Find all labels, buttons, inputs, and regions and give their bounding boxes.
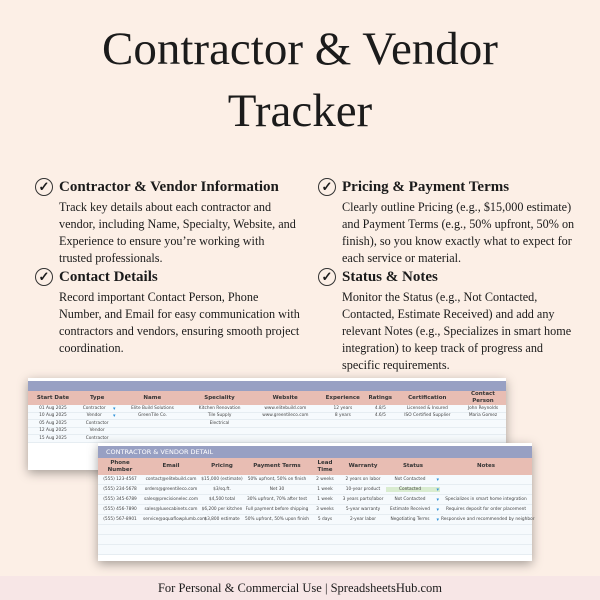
column-header: Contact Person — [470, 391, 495, 404]
table-row — [98, 495, 532, 505]
table-cell[interactable]: 8 years — [334, 413, 351, 419]
table-row — [28, 435, 506, 443]
column-header: Start Date — [36, 394, 70, 401]
table-row — [98, 525, 532, 535]
feature-heading: Pricing & Payment Terms — [342, 178, 510, 195]
column-header: Email — [162, 463, 180, 470]
column-header: Lead Time — [317, 459, 333, 473]
table-cell[interactable]: Kitchen Renovation — [198, 405, 241, 411]
table-row — [98, 515, 535, 525]
table-row — [28, 428, 506, 436]
feature-pricing — [318, 178, 583, 267]
table-cell[interactable]: sales@precisionelec.com — [143, 496, 198, 502]
table-cell[interactable]: 15 Aug 2025 — [39, 435, 67, 441]
table-cell[interactable]: Contractor — [85, 435, 109, 441]
feature-heading: Status & Notes — [342, 268, 438, 285]
table-cell[interactable]: 5 days — [317, 516, 333, 522]
sheet-band — [28, 381, 506, 391]
table-cell[interactable]: John Reynolds — [467, 405, 499, 411]
table-cell[interactable]: Full payment before shipping — [245, 506, 309, 512]
table-cell[interactable]: 30% upfront, 70% after test — [246, 496, 308, 502]
feature-text: Monitor the Status (e.g., Not Contacted, Contacted, Estimate Received) and add any relevant Notes (e.g., Specializes in smart home integration) to keep track of progress and specific requirements. — [342, 290, 572, 372]
table-cell[interactable]: $6,200 per kitchen — [201, 506, 243, 512]
footer: For Personal & Commercial Use | SpreadsheetsHub.com — [0, 576, 600, 600]
dropdown-icon[interactable]: ▾ — [113, 413, 116, 420]
column-header: Status — [402, 463, 424, 470]
table-cell[interactable]: Electrical — [209, 420, 230, 426]
table-cell[interactable]: (555) 456-7890 — [103, 506, 137, 512]
check-circle-icon: ✓ — [35, 178, 53, 196]
detail-sheet — [98, 443, 535, 561]
table-cell[interactable]: sales@luxecabinets.com — [144, 506, 198, 512]
check-circle-icon: ✓ — [318, 178, 336, 196]
check-circle-icon: ✓ — [318, 268, 336, 286]
table-row — [98, 505, 532, 515]
table-cell[interactable]: Vendor ▾ — [86, 413, 116, 420]
column-header: Warranty — [348, 463, 378, 470]
table-cell[interactable]: contact@elitebuild.com — [145, 476, 197, 482]
dropdown-icon[interactable]: ▾ — [436, 506, 439, 513]
table-row — [28, 413, 506, 421]
table-cell[interactable]: Estimate Received ▾ — [390, 506, 439, 513]
table-cell[interactable]: 01 Aug 2025 — [39, 405, 67, 411]
dropdown-icon[interactable]: ▾ — [436, 496, 439, 503]
feature-text: Track key details about each contractor and vendor, including Name, Specialty, Website, and Experience to ensure you’re working with trusted professionals. — [59, 200, 296, 265]
dropdown-icon[interactable]: ▾ — [436, 476, 439, 483]
title-line-1: Contractor & Vendor — [102, 23, 498, 75]
table-cell[interactable]: Net 30 — [269, 486, 285, 492]
dropdown-icon[interactable]: ▾ — [113, 405, 116, 412]
column-header: Experience — [325, 394, 360, 401]
table-cell[interactable]: $3,800 estimate — [204, 516, 240, 522]
table-cell[interactable]: 5-year warranty — [345, 506, 381, 512]
feature-text: Record important Contact Person, Phone Number, and Email for easy communication with contractors and vendors, ensuring smooth project coordination. — [59, 290, 300, 355]
feature-heading: Contact Details — [59, 268, 158, 285]
table-cell[interactable]: 10 Aug 2025 — [39, 413, 67, 419]
title-line-2: Tracker — [227, 85, 373, 137]
table-cell[interactable]: Elite Build Solutions — [131, 405, 174, 411]
dropdown-icon[interactable]: ▾ — [436, 516, 439, 523]
table-cell[interactable]: Maria Gomez — [468, 413, 498, 419]
table-cell[interactable]: (555) 567-8901 — [103, 516, 137, 522]
table-cell[interactable]: orders@greentileco.com — [144, 486, 198, 492]
feature-text: Clearly outline Pricing (e.g., $15,000 estimate) and Payment Terms (e.g., 50% upfront, 50% on finish), so you know exactly what to expect for each service or material. — [342, 200, 575, 265]
table-cell[interactable]: $3/sq.ft. — [213, 486, 231, 492]
table-row — [98, 475, 532, 485]
table-cell[interactable]: 3 years parts/labor — [342, 496, 384, 502]
table-cell[interactable]: Requires deposit for order placement — [445, 506, 527, 512]
table-cell[interactable]: $4,500 total — [208, 496, 236, 502]
table-cell[interactable]: 05 Aug 2025 — [39, 420, 67, 426]
table-cell[interactable]: 50% upfront, 50% upon finish — [245, 516, 309, 522]
table-cell[interactable]: $15,000 (estimate) — [201, 476, 243, 482]
feature-status — [318, 268, 583, 374]
column-header: Name — [143, 394, 162, 401]
column-header: Type — [89, 394, 105, 401]
table-cell[interactable]: Tile Supply — [207, 413, 232, 419]
dropdown-icon[interactable]: ▾ — [436, 486, 439, 493]
table-cell[interactable]: 10-year product — [345, 486, 381, 492]
table-cell[interactable]: 1 week — [317, 496, 333, 502]
check-circle-icon: ✓ — [35, 268, 53, 286]
table-cell[interactable]: Negotiating Terms ▾ — [390, 516, 439, 523]
table-cell[interactable]: Licensed & Insured — [406, 405, 448, 411]
column-header: Phone Number — [107, 459, 133, 473]
table-cell[interactable]: (555) 123-4567 — [103, 476, 137, 482]
table-cell[interactable]: Not Contacted ▾ — [394, 476, 439, 483]
feature-heading: Contractor & Vendor Information — [59, 178, 279, 195]
table-cell[interactable]: (555) 234-5678 — [103, 486, 137, 492]
table-row — [28, 420, 506, 428]
table-cell[interactable]: Contacted ▾ — [386, 487, 440, 492]
table-cell[interactable]: 3 weeks — [316, 506, 334, 512]
table-cell[interactable]: www.greentileco.com — [262, 413, 309, 419]
feature-contact — [35, 268, 300, 357]
table-row — [98, 535, 532, 545]
page-title — [0, 18, 600, 142]
table-cell[interactable]: 50% upfront, 50% on finish — [247, 476, 307, 482]
table-cell[interactable]: Specializes in smart home integration — [445, 496, 527, 502]
column-header: Speciality — [204, 394, 235, 401]
table-cell[interactable]: 12 years — [333, 405, 353, 411]
table-cell[interactable]: service@aquaflowplumb.com — [143, 516, 207, 522]
table-cell[interactable]: 1 week — [317, 486, 333, 492]
table-cell[interactable]: (555) 345-6789 — [103, 496, 137, 502]
column-header: Pricing — [211, 463, 233, 470]
table-cell[interactable]: Not Contacted ▾ — [394, 496, 439, 503]
column-header: Ratings — [368, 394, 393, 401]
table-cell[interactable]: Vendor — [89, 428, 105, 434]
table-cell[interactable]: 12 Aug 2025 — [39, 428, 67, 434]
column-header: Certification — [408, 394, 447, 401]
table-cell[interactable]: ISO Certified Supplier — [404, 413, 451, 419]
table-row — [98, 485, 532, 495]
table-header — [98, 458, 532, 475]
table-header — [28, 391, 506, 405]
sheet-title: CONTRACTOR & VENDOR DETAIL — [98, 446, 532, 458]
table-cell[interactable]: 2-year labor — [349, 516, 377, 522]
table-cell[interactable]: www.elitebuild.com — [264, 405, 307, 411]
column-header: Payment Terms — [253, 463, 301, 470]
table-row — [28, 405, 506, 413]
table-cell[interactable]: 4.8/5 — [374, 405, 386, 411]
table-cell[interactable]: Contractor ▾ — [82, 405, 116, 412]
table-row — [98, 545, 532, 555]
table-cell[interactable]: Contractor — [85, 420, 109, 426]
table-cell[interactable]: 2 weeks — [316, 476, 334, 482]
table-cell[interactable]: 4.6/5 — [374, 413, 386, 419]
feature-info — [35, 178, 300, 267]
table-cell[interactable]: GreenTile Co. — [138, 413, 167, 419]
column-header: Website — [272, 394, 298, 401]
table-cell[interactable]: 2 years on labor — [345, 476, 381, 482]
table-cell[interactable]: Responsive and recommended by neighbor — [441, 516, 535, 522]
column-header: Notes — [476, 463, 495, 470]
